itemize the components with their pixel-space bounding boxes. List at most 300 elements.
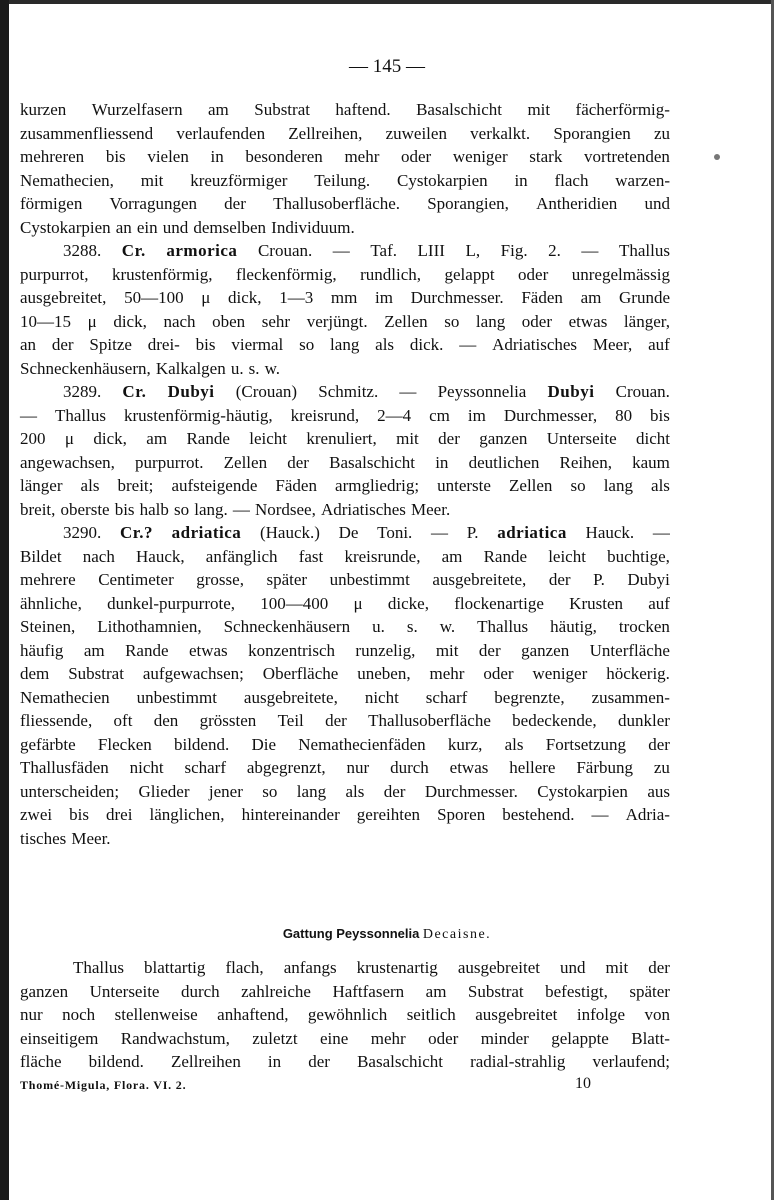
word: von xyxy=(644,1005,670,1024)
word: vortretenden xyxy=(583,147,670,166)
word: gelappt xyxy=(444,264,495,284)
word: länger xyxy=(20,476,63,495)
word: Zellen xyxy=(384,311,428,331)
species-heading-line xyxy=(20,380,670,404)
word: kurzen xyxy=(20,100,67,119)
word: abgegrenzt, xyxy=(246,758,326,777)
word: mehr xyxy=(429,664,465,683)
word: 80 xyxy=(615,405,633,425)
word: förmigen xyxy=(20,194,83,213)
word: der xyxy=(548,570,571,589)
word: mehr xyxy=(370,1028,406,1048)
word: sehr xyxy=(261,311,291,331)
word: armorica xyxy=(166,241,238,260)
word: infolge xyxy=(576,1005,625,1024)
page-number: — 145 — xyxy=(349,56,425,77)
word: leicht xyxy=(249,429,288,448)
word: ausgebreitete, xyxy=(243,687,338,707)
word: angewachsen, xyxy=(20,452,115,472)
word: trocken xyxy=(618,617,670,636)
species-3290 xyxy=(20,521,670,850)
word: dunkler xyxy=(617,711,670,730)
word: als xyxy=(504,734,524,754)
word: nach xyxy=(163,311,196,331)
word: blattartig xyxy=(144,958,206,977)
word: an xyxy=(20,335,37,354)
word: warzen- xyxy=(615,170,670,190)
word: rundlich, xyxy=(360,264,421,284)
genus-name: Gattung Peyssonnelia xyxy=(282,926,420,941)
word: als xyxy=(80,476,100,495)
word: scharf xyxy=(184,758,226,777)
text-line xyxy=(20,310,670,334)
word: am xyxy=(425,981,447,1001)
word: 200 xyxy=(20,429,46,448)
word: Durchmesser, xyxy=(503,405,598,425)
word: häufig xyxy=(20,640,64,660)
word: fliessende, xyxy=(20,711,93,730)
word: Sporangien xyxy=(553,123,631,143)
word: krustenförmig, xyxy=(111,264,213,284)
word: 3288. xyxy=(63,241,102,260)
word: auf xyxy=(648,593,670,613)
word: später xyxy=(629,981,670,1001)
word: Meer. xyxy=(411,499,451,519)
word: zuweilen xyxy=(385,123,447,143)
word: mit xyxy=(396,429,419,448)
word: zahlreiche xyxy=(241,981,311,1001)
word: verlaufend; xyxy=(592,1052,670,1071)
word: weniger xyxy=(452,147,508,166)
word: μ xyxy=(201,288,211,307)
word: Adriatisches xyxy=(492,335,578,354)
word: der xyxy=(308,1052,330,1071)
word: dicke, xyxy=(387,593,429,613)
word: Kalkalgen xyxy=(155,358,226,378)
scan-edge-top xyxy=(0,0,774,4)
word: durch xyxy=(180,981,220,1001)
word: Basalschicht xyxy=(416,100,502,119)
word: mehreren xyxy=(20,147,85,166)
word: buchtige, xyxy=(607,546,670,566)
word: kurz, xyxy=(447,734,483,754)
word: 1—3 xyxy=(279,288,314,307)
word: lang xyxy=(603,476,633,495)
word: aufsteigende xyxy=(171,476,258,495)
word: fächerförmig- xyxy=(575,100,670,119)
word: verjüngt. xyxy=(306,311,368,331)
word: w. xyxy=(264,358,281,378)
word: — xyxy=(652,523,670,542)
word: Cr. xyxy=(121,241,146,260)
word: uneben, xyxy=(357,664,411,683)
word: Schmitz. xyxy=(318,382,379,401)
word: μ xyxy=(87,311,97,331)
word: s. xyxy=(406,617,418,636)
word: Cystokarpien xyxy=(537,781,628,801)
word: und xyxy=(644,194,670,213)
word: Thallus xyxy=(477,617,529,636)
text-line xyxy=(20,615,670,639)
text-line xyxy=(20,756,670,780)
word: demselben xyxy=(193,217,267,237)
word: aufgewachsen; xyxy=(142,664,244,683)
word: befestigt, xyxy=(545,981,608,1001)
word: aus xyxy=(647,781,670,801)
genus-author: Decaisne. xyxy=(422,927,492,942)
word: Rande xyxy=(483,546,528,566)
word: etwas xyxy=(568,311,608,331)
word: den xyxy=(153,711,179,730)
word: Nemathecien xyxy=(20,687,110,707)
word: 10—15 xyxy=(20,311,71,331)
word: Fortsetzung xyxy=(545,734,627,754)
word: mehrere xyxy=(20,570,76,589)
word: oder xyxy=(401,147,432,166)
word: haftend. xyxy=(335,100,391,119)
word: verkalkt. xyxy=(470,123,531,143)
word: länger, xyxy=(623,311,670,331)
word: Basalschicht xyxy=(357,1052,443,1071)
word: u. xyxy=(230,358,244,378)
word: purpurrot. xyxy=(135,452,204,472)
word: ausgebreitet xyxy=(457,958,540,977)
word: Hauck. xyxy=(585,523,635,542)
word: krenuliert, xyxy=(306,429,377,448)
word: ganzen xyxy=(479,429,528,448)
word: auf xyxy=(648,335,670,354)
word: deutlichen xyxy=(468,452,540,472)
word: ausgebreitete, xyxy=(432,570,527,589)
text-line xyxy=(20,639,670,663)
word: so xyxy=(174,499,190,519)
word: in xyxy=(514,170,528,190)
word: Teilung. xyxy=(314,170,371,190)
word: Crouan. xyxy=(615,382,670,401)
word: LIII xyxy=(417,241,445,260)
word: Cystokarpien xyxy=(396,170,488,190)
word: — xyxy=(232,499,250,519)
word: in xyxy=(210,147,224,166)
word: etwas xyxy=(188,640,228,660)
word: minder xyxy=(480,1028,529,1048)
word: lang xyxy=(296,781,327,801)
text-line xyxy=(20,263,670,287)
word: μ xyxy=(353,593,363,613)
word: halb xyxy=(139,499,169,519)
word: der xyxy=(648,958,670,977)
word: mm xyxy=(330,288,358,307)
word: mit xyxy=(435,640,459,660)
word: dick. xyxy=(409,335,444,354)
word: konzentrisch xyxy=(248,640,335,660)
word: Thallusoberfläche xyxy=(368,711,491,730)
word: Spitze xyxy=(89,335,132,354)
word: Wurzelfasern xyxy=(91,100,183,119)
text-line xyxy=(20,780,670,804)
word: Unterseite xyxy=(89,981,160,1001)
text-line xyxy=(20,709,670,733)
word: De xyxy=(338,523,359,542)
word: unbestimmt xyxy=(329,570,410,589)
word: Fäden xyxy=(521,288,563,307)
text-line xyxy=(20,1027,670,1051)
word: Schneckenhäusern xyxy=(223,617,351,636)
word: Die xyxy=(251,734,277,754)
word: breit; xyxy=(117,476,154,495)
word: Lithothamnien, xyxy=(97,617,202,636)
word: hellere xyxy=(509,758,556,777)
word: kreisrund, xyxy=(290,405,360,425)
word: der xyxy=(51,335,74,354)
word: fast xyxy=(298,546,324,566)
word: anfänglich xyxy=(205,546,278,566)
word: unterscheiden; xyxy=(20,781,120,801)
word: Fig. xyxy=(500,241,528,260)
text-line xyxy=(20,145,670,169)
word: ähnliche, xyxy=(20,593,82,613)
word: zusammenfliessend xyxy=(20,123,154,143)
text-line xyxy=(20,451,670,475)
word: u. xyxy=(372,617,385,636)
word: Sporen xyxy=(437,805,486,824)
text-line xyxy=(20,474,670,498)
species-3289 xyxy=(20,380,670,521)
word: vielen xyxy=(147,147,189,166)
word: in xyxy=(267,1052,282,1071)
word: an xyxy=(115,217,132,237)
text-line xyxy=(20,803,670,827)
word: der xyxy=(287,452,309,472)
word: drei- xyxy=(147,335,180,354)
word: gewöhnlich xyxy=(307,1005,388,1024)
word: — xyxy=(591,805,609,824)
word: Taf. xyxy=(370,241,397,260)
word: Nemathecienfäden xyxy=(298,734,426,754)
word: bis xyxy=(114,499,135,519)
word: — xyxy=(20,405,37,425)
word: Nordsee, xyxy=(254,499,316,519)
word: Oberfläche xyxy=(262,664,339,683)
word: Antheridien xyxy=(536,194,618,213)
word: tisches xyxy=(20,828,67,848)
word: Rande xyxy=(186,429,230,448)
text-line xyxy=(20,122,670,146)
signature-mark: 10 xyxy=(575,1075,591,1092)
word: Dubyi xyxy=(627,570,670,589)
word: — xyxy=(332,241,350,260)
word: durch xyxy=(390,758,429,777)
word: höckerig. xyxy=(606,664,670,683)
word: zu xyxy=(653,758,670,777)
word: lang xyxy=(330,335,360,354)
word: stark xyxy=(529,147,563,166)
word: Substrat xyxy=(254,100,310,119)
word: oder xyxy=(521,311,553,331)
word: der xyxy=(478,640,501,660)
text-line xyxy=(20,216,670,240)
word: am xyxy=(208,100,229,119)
word: hintereinander xyxy=(241,805,340,824)
word: lang xyxy=(475,311,506,331)
word: fläche xyxy=(20,1052,62,1071)
main-text-block xyxy=(20,98,670,850)
word: als xyxy=(651,476,670,495)
word: verlaufenden xyxy=(176,123,266,143)
word: kreisrunde, xyxy=(344,546,421,566)
text-line xyxy=(20,286,670,310)
word: Teil xyxy=(277,711,304,730)
word: häutig, xyxy=(550,617,597,636)
word: bis xyxy=(195,335,216,354)
word: Individuum. xyxy=(271,217,355,237)
word: flach xyxy=(554,170,589,190)
word: Cr. xyxy=(122,382,147,401)
word: kreuzförmiger xyxy=(190,170,288,190)
word: oben xyxy=(212,311,246,331)
genus-description xyxy=(20,956,670,1074)
word: Reihen, xyxy=(559,452,612,472)
word: dick, xyxy=(113,311,147,331)
text-line xyxy=(20,1050,670,1074)
word: Glieder xyxy=(138,781,190,801)
word: eine xyxy=(319,1028,349,1048)
word: adriatica xyxy=(171,523,242,542)
word: bis xyxy=(105,147,126,166)
word: 2—4 xyxy=(377,405,412,425)
word: gelappte xyxy=(551,1028,609,1048)
word: krustenartig xyxy=(356,958,438,977)
word: zuletzt xyxy=(252,1028,298,1048)
word: Thallusoberfläche. xyxy=(273,194,401,213)
word: oft xyxy=(113,711,133,730)
word: ausgebreitet xyxy=(475,1005,558,1024)
word: Peyssonnelia xyxy=(437,382,527,401)
scan-edge-left xyxy=(0,0,9,1200)
word: oder xyxy=(428,1028,459,1048)
word: Zellreihen, xyxy=(288,123,363,143)
word: gefärbte xyxy=(20,734,76,754)
word: der xyxy=(438,429,460,448)
word: ganzen xyxy=(20,981,69,1001)
word: Färbung xyxy=(576,758,634,777)
word: nach xyxy=(82,546,115,566)
text-line xyxy=(20,545,670,569)
text-line xyxy=(20,333,670,357)
genus-heading xyxy=(0,926,774,943)
word: der xyxy=(383,781,406,801)
word: unterste xyxy=(437,476,491,495)
word: am xyxy=(441,546,463,566)
word: unbestimmt xyxy=(136,687,217,707)
word: stellenweise xyxy=(114,1005,198,1024)
word: länglichen, xyxy=(149,805,225,824)
word: — xyxy=(581,241,599,260)
paragraph-1 xyxy=(20,98,670,239)
word: bestehend. xyxy=(502,805,575,824)
word: oberste xyxy=(60,499,110,519)
word: nur xyxy=(346,758,370,777)
word: radial-strahlig xyxy=(470,1052,566,1071)
word: (Crouan) xyxy=(235,382,298,401)
word: seitlich xyxy=(406,1005,456,1024)
word: ganzen xyxy=(521,640,570,660)
species-heading-line xyxy=(20,239,670,263)
word: dem xyxy=(20,664,50,683)
word: der xyxy=(325,711,347,730)
text-line xyxy=(20,357,670,381)
word: weniger xyxy=(532,664,588,683)
word: Substrat xyxy=(68,664,124,683)
word: nicht xyxy=(129,758,164,777)
word: im xyxy=(467,405,486,425)
word: — xyxy=(431,523,448,542)
word: bildend. xyxy=(88,1052,144,1071)
word: Durchmesser. xyxy=(410,288,504,307)
word: Sporangien, xyxy=(427,194,509,213)
word: Zellreihen xyxy=(170,1052,241,1071)
word: zusammen- xyxy=(591,687,670,707)
word: Centimeter xyxy=(98,570,174,589)
word: Basalschicht xyxy=(329,452,416,472)
word: grössten xyxy=(199,711,257,730)
word: Meer. xyxy=(71,828,111,848)
word: 50—100 xyxy=(124,288,184,307)
word: später xyxy=(266,570,308,589)
word: Adriatisches xyxy=(320,499,406,519)
text-line xyxy=(20,592,670,616)
word: 3289. xyxy=(63,382,102,401)
word: nicht xyxy=(364,687,399,707)
word: dunkel-purpurrote, xyxy=(107,593,236,613)
word: Dubyi xyxy=(547,382,595,401)
species-3288 xyxy=(20,239,670,380)
word: anhaftend, xyxy=(217,1005,289,1024)
word: Flecken xyxy=(97,734,152,754)
word: Unterseite xyxy=(546,429,617,448)
word: mit xyxy=(140,170,164,190)
word: viermal xyxy=(231,335,284,354)
word: Zellen xyxy=(223,452,268,472)
word: Thallus xyxy=(54,405,106,425)
species-heading-line xyxy=(20,521,670,545)
word: nur xyxy=(20,1005,43,1024)
word: Substrat xyxy=(467,981,524,1001)
text-line xyxy=(20,568,670,592)
word: so xyxy=(262,781,278,801)
word: μ xyxy=(64,429,74,448)
word: anfangs xyxy=(283,958,337,977)
word: dick, xyxy=(93,429,127,448)
text-line xyxy=(20,192,670,216)
text-line xyxy=(20,404,670,428)
word: Adria- xyxy=(625,805,670,824)
word: oder xyxy=(483,664,514,683)
text-line xyxy=(20,427,670,451)
text-line xyxy=(20,956,670,980)
text-line xyxy=(20,686,670,710)
word: begrenzte, xyxy=(494,687,565,707)
word: dicht xyxy=(636,429,670,448)
word: Blatt- xyxy=(631,1028,670,1048)
word: flach, xyxy=(225,958,264,977)
word: der xyxy=(648,734,670,754)
word: P. xyxy=(466,523,479,542)
word: als xyxy=(375,335,395,354)
word: Schneckenhäusern, xyxy=(20,358,151,378)
word: Zellen xyxy=(509,476,553,495)
word: besonderen xyxy=(245,147,323,166)
